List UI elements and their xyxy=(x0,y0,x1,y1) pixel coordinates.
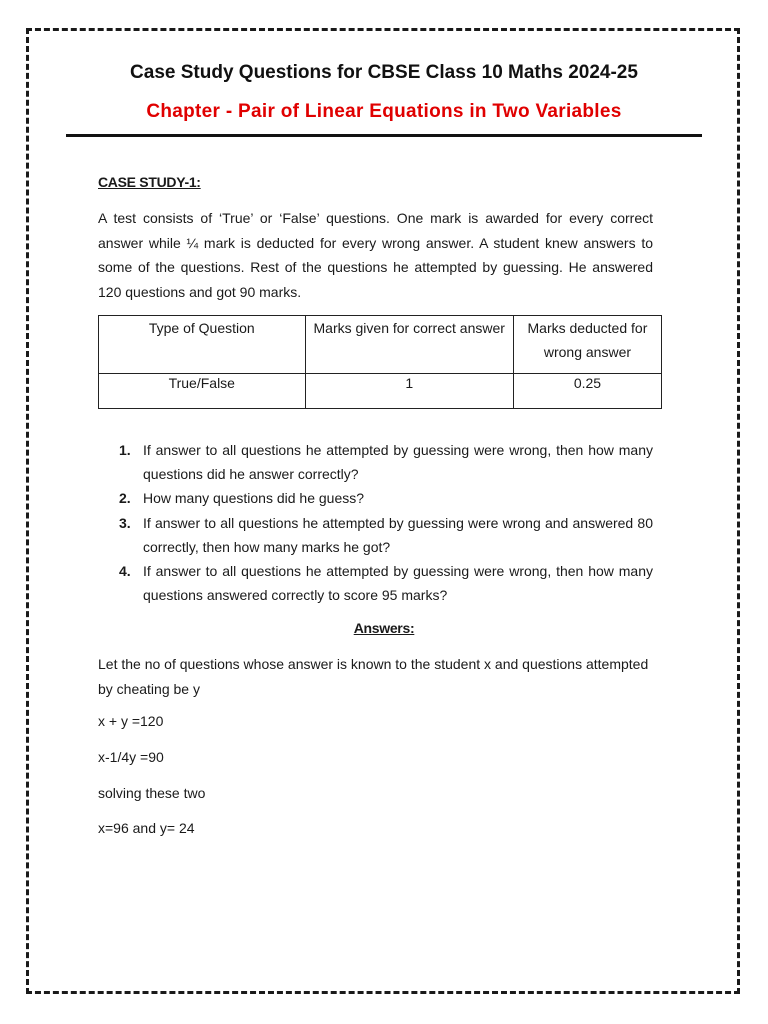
question-text: If answer to all questions he attempted by guessing were wrong, then how many questions answered correctly to score 95 marks? xyxy=(143,563,653,604)
table-cell: True/False xyxy=(99,374,306,409)
question-list xyxy=(119,438,653,607)
equation-line: x + y =120 xyxy=(98,713,164,729)
answer-explanation: Let the no of questions whose answer is known to the student x and questions attempted by cheating be y xyxy=(98,656,649,697)
table-row xyxy=(99,374,662,409)
case-study-heading: CASE STUDY-1: xyxy=(98,174,201,190)
table-cell: 1 xyxy=(305,374,513,409)
question-number: 3. xyxy=(119,514,131,531)
chapter-title: Chapter - Pair of Linear Equations in Two Variables xyxy=(146,101,622,122)
question-text: How many questions did he guess? xyxy=(143,490,365,507)
equation-line: x-1/4y =90 xyxy=(98,749,164,765)
answers-heading: Answers: xyxy=(353,620,415,636)
marks-table xyxy=(98,315,662,409)
answer-result: x=96 and y= 24 xyxy=(98,820,195,836)
case-study-intro: A test consists of ‘True’ or ‘False’ questions. One mark is awarded for every correct answer while ¼ mark is deducted for every wrong answer. A student knew answers to some of the questions. Rest of the questions he attempted by guessing. He answered 120 questions and got 90 marks. xyxy=(98,210,653,300)
title-divider xyxy=(66,134,702,137)
page-title: Case Study Questions for CBSE Class 10 Maths 2024-25 xyxy=(130,62,638,83)
table-header-cell: Marks given for correct answer xyxy=(305,316,513,374)
table-header-cell: Marks deducted for wrong answer xyxy=(513,316,661,374)
question-text: If answer to all questions he attempted by guessing were wrong, then how many questions did he answer correctly? xyxy=(143,442,653,483)
table-header-row xyxy=(99,316,662,374)
table-header-cell: Type of Question xyxy=(99,316,306,374)
question-number: 1. xyxy=(119,442,131,458)
question-item xyxy=(119,559,653,607)
question-item xyxy=(119,438,653,486)
question-number: 4. xyxy=(119,563,131,580)
question-number: 2. xyxy=(119,490,131,507)
table-cell: 0.25 xyxy=(513,374,661,409)
question-item xyxy=(119,486,653,510)
question-item xyxy=(119,511,653,559)
question-text: If answer to all questions he attempted by guessing were wrong and answered 80 correctly, then how many marks he got? xyxy=(143,514,653,555)
answer-step: solving these two xyxy=(98,785,206,801)
